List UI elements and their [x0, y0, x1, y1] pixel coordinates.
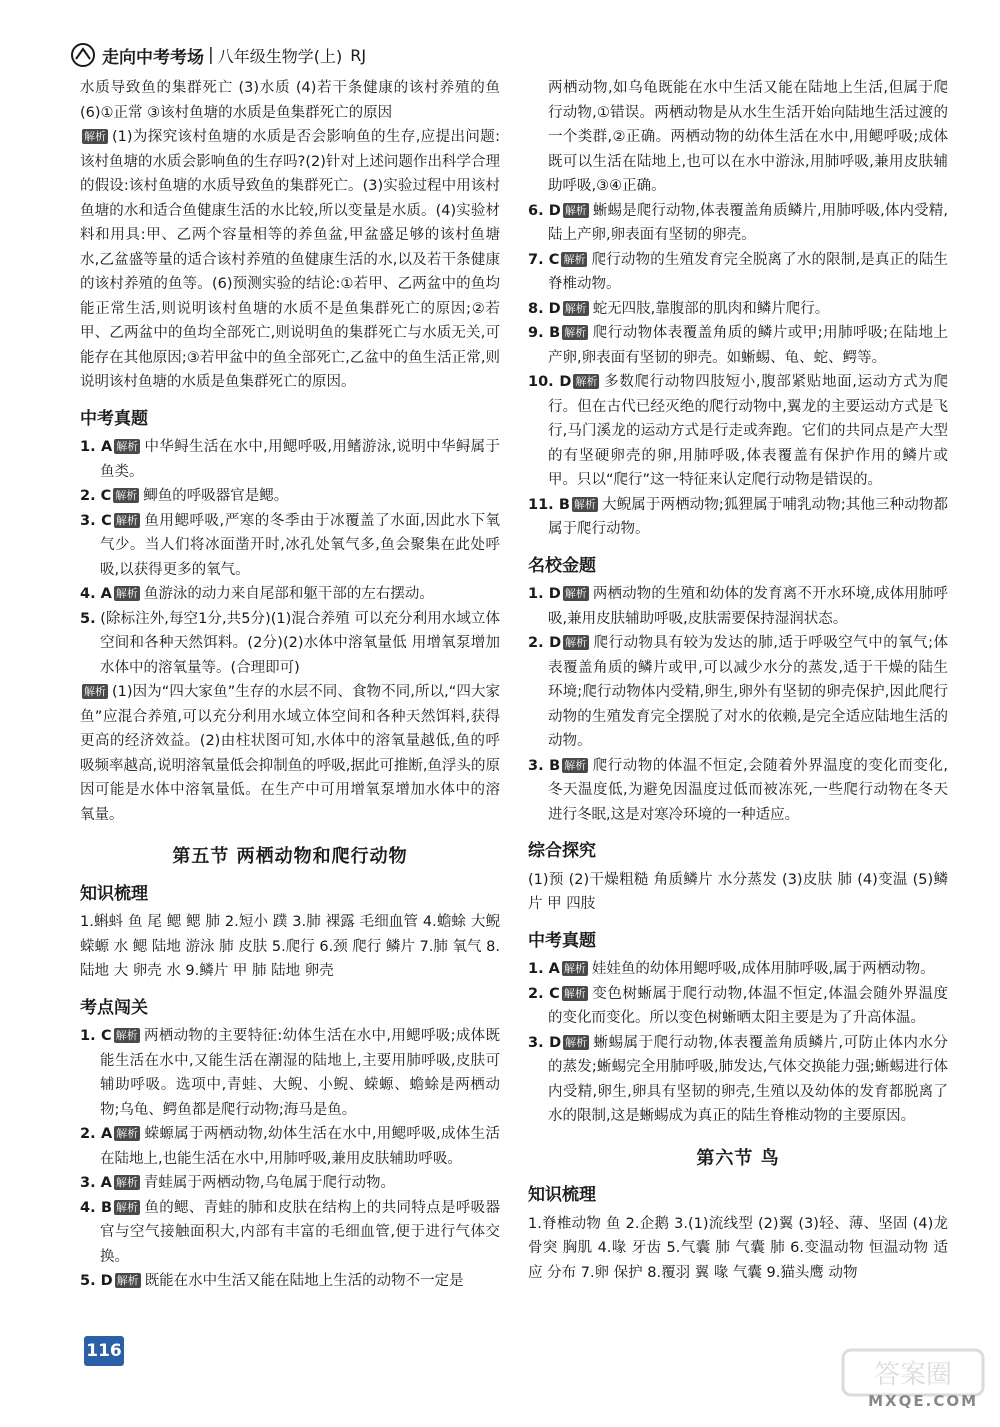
answer-number: 3. A: [80, 1175, 112, 1191]
analysis-tag: 解析: [115, 587, 138, 600]
analysis-tag: 解析: [563, 962, 586, 975]
answer-item: [80, 484, 500, 509]
book-title: 走向中考考场: [102, 47, 204, 68]
answer-text: 爬行动物的生殖发育完全脱离了水的限制,是真正的陆生脊椎动物。: [548, 251, 948, 292]
answer-text: 既能在水中生活又能在陆地上生活的动物不一定是: [144, 1273, 464, 1289]
answer-text: 蝾螈属于两栖动物,幼体生活在水中,用鳃呼吸,成体生活在陆地上,也能生活在水中,用肺呼吸,兼用皮肤辅助呼吸。: [100, 1126, 500, 1167]
answer-item: [80, 509, 500, 583]
answer-text: 蜥蜴是爬行动物,体表覆盖角质鳞片,用肺呼吸,体内受精,陆上产卵,卵表面有坚韧的卵壳。: [548, 202, 949, 243]
section-title-knowledge: 知识梳理: [80, 883, 148, 904]
answer-item: [80, 1196, 500, 1270]
chapter-title-6: 第六节 鸟: [696, 1147, 780, 1169]
answer-number: 2. D: [528, 635, 562, 651]
analysis-tag: 解析: [115, 489, 138, 502]
answer-text: 蛇无四肢,靠腹部的肌肉和鳞片爬行。: [592, 300, 830, 317]
answer-number: 3. D: [528, 1034, 562, 1051]
answer-text: (除标注外,每空1分,共5分)(1)混合养殖 可以充分利用水域立体空间和各种天然饵料。(2分)(2)水体中溶氧量低 用增氧泵增加水体中的溶氧量等。(合理即可): [100, 610, 500, 676]
section-title-knowledge-2: 知识梳理: [528, 1185, 596, 1205]
page-header: [70, 38, 366, 72]
right-column: [528, 76, 948, 1285]
answer-text: 中华鲟生活在水中,用鳃呼吸,用鳍游泳,说明中华鲟属于鱼类。: [100, 439, 500, 480]
answer-number: 1. A: [80, 439, 113, 455]
analysis-tag: 解析: [84, 685, 106, 698]
answer-number: 1. D: [528, 586, 561, 602]
answer-item: [80, 1122, 500, 1171]
answer-number: 5. D: [80, 1273, 113, 1289]
watermark-logo-text: 答案圈: [873, 1360, 953, 1390]
answer-number: 11. B: [528, 496, 570, 513]
answer-text: 两栖动物的生殖和幼体的发育离不开水环境,成体用肺呼吸,兼用皮肤辅助呼吸,皮肤需要保持湿润状态。: [548, 586, 949, 627]
analysis-tag: 解析: [116, 440, 139, 453]
answer-item: [528, 582, 948, 631]
zhongkao-analysis-text: (1)因为“四大家鱼”生存的水层不同、食物不同,所以,“四大家鱼”应混合养殖,可以充分利用水域立体空间和各种天然饵料,获得更高的经济效益。(2)由柱状图可知,水体中的溶氧量越低,鱼的呼吸频率越高,说明溶氧量低会抑制鱼的呼吸,据此可推断,鱼浮头的原因可能是水体中溶氧量低。在生产中可用增氧泵增加水体中的溶氧量。: [80, 684, 500, 823]
page-number: 116: [84, 1336, 124, 1366]
answer-item: [528, 1031, 948, 1129]
section-title-zhongkao-2: 中考真题: [528, 930, 596, 951]
left-column: [80, 76, 500, 1294]
answer-text: 爬行动物具有较为发达的肺,适于呼吸空气中的氧气;体表覆盖角质的鳞片或甲,可以减少水分的蒸发,适于干燥的陆生环境;爬行动物体内受精,卵生,卵外有坚韧的卵壳保护,因此爬行动物的生殖发育完全摆脱了对水的依赖,是完全适应陆地生活的动物。: [548, 635, 948, 749]
answer-number: 7. C: [528, 251, 560, 268]
answer-item: [80, 1024, 500, 1122]
answer-text: 鱼的鳃、青蛙的肺和皮肤在结构上的共同特点是呼吸器官与空气接触面积大,内部有丰富的毛细血管,便于进行气体交换。: [100, 1199, 500, 1265]
section-title-zhongkao: 中考真题: [80, 408, 148, 429]
answer-number: 2. C: [80, 488, 112, 504]
analysis-tag: 解析: [565, 636, 588, 649]
answer-item: [528, 248, 948, 297]
answer-number: 4. B: [80, 1199, 113, 1216]
answer-text: 爬行动物体表覆盖角质的鳞片或甲;用肺呼吸;在陆地上产卵,卵表面有坚韧的卵壳。如蜥蜴、龟、蛇、鳄等。: [548, 325, 948, 366]
answer-text: 青蛙属于两栖动物,乌龟属于爬行动物。: [143, 1175, 395, 1191]
answer-item: [528, 199, 948, 248]
analysis-tag: 解析: [564, 301, 587, 315]
analysis-tag: 解析: [563, 252, 586, 266]
analysis-tag: 解析: [564, 758, 587, 772]
answer-item: [80, 582, 500, 607]
answer-item: [528, 957, 948, 982]
answer-item: [80, 1269, 500, 1294]
analysis-tag: 解析: [116, 1127, 139, 1140]
analysis-tag: 解析: [565, 1035, 588, 1049]
intro-analysis: [80, 125, 500, 395]
answer-number: 6. D: [528, 202, 561, 219]
kaodian-list: [80, 1024, 500, 1294]
answer-text: 两栖动物的主要特征:幼体生活在水中,用鳃呼吸;成体既能生活在水中,又能生活在潮湿的陆地上,主要用肺呼吸,皮肤可辅助呼吸。选项中,青蛙、大鲵、小鲵、蝾螈、蟾蜍是两栖动物;乌龟、鳄鱼都是爬行动物;海马是鱼。: [100, 1028, 500, 1118]
section-title-mingxiao: 名校金题: [528, 555, 596, 576]
chapter-title-5: 第五节 两栖动物和爬行动物: [172, 846, 408, 867]
analysis-tag: 解析: [116, 1200, 139, 1214]
answer-item: [528, 982, 948, 1031]
kaodian-list-cont: [528, 199, 948, 542]
answer-number: 10. D: [528, 374, 572, 390]
answer-item: [80, 1171, 500, 1196]
analysis-tag: 解析: [563, 986, 586, 1000]
knowledge-text: 1.蝌蚪 鱼 尾 鳃 鳃 肺 2.短小 蹼 3.肺 裸露 毛细血管 4.蟾蜍 大鲵 蝾螈 水 鳃 陆地 游泳 肺 皮肤 5.爬行 6.颈 爬行 鳞片 7.肺 氧气 8.陆地 大 卵壳 水 9.鳞片 甲 肺 陆地 卵壳: [80, 914, 500, 979]
answer-text: 鱼用鳃呼吸,严寒的冬季由于冰覆盖了水面,因此水下氧气少。当人们将冰面凿开时,冰孔处氧气多,鱼会聚集在此处呼吸,以获得更多的氧气。: [100, 512, 500, 578]
analysis-tag: 解析: [575, 375, 598, 388]
analysis-tag: 解析: [564, 203, 587, 217]
brand-logo-icon: [70, 42, 96, 68]
answer-text: 变色树蜥属于爬行动物,体温不恒定,体温会随外界温度的变化而变化。所以变色树蜥晒太阳主要是为了升高体温。: [548, 985, 948, 1026]
analysis-tag: 解析: [115, 513, 138, 527]
zhongkao-list-2: [528, 957, 948, 1129]
analysis-tag: 解析: [564, 326, 587, 339]
book-subtitle: 八年级生物学(上): [217, 46, 343, 66]
edition-label: RJ: [350, 45, 367, 65]
header-separator: |: [208, 45, 214, 65]
analysis-tag: 解析: [573, 497, 596, 511]
answer-text: 鲫鱼的呼吸器官是鳃。: [143, 488, 289, 504]
answer-number: 3. C: [80, 512, 112, 529]
answer-text: 鱼游泳的动力来自尾部和躯干部的左右摆动。: [143, 586, 434, 602]
answer-text: 爬行动物的体温不恒定,会随着外界温度的变化而变化,冬天温度低,为避免因温度过低而被冻死,一些爬行动物在冬天进行冬眠,这是对寒冷环境的一种适应。: [548, 757, 949, 823]
answer-number: 2. A: [80, 1126, 113, 1142]
answer-text: 娃娃鱼的幼体用鳃呼吸,成体用肺呼吸,属于两栖动物。: [591, 961, 935, 977]
answer-number: 4. A: [80, 586, 112, 602]
answer-item: [528, 631, 948, 754]
intro-analysis-text: (1)为探究该村鱼塘的水质是否会影响鱼的生存,应提出问题:该村鱼塘的水质会影响鱼的生存吗?(2)针对上述问题作出科学合理的假设:该村鱼塘的水质导致鱼的集群死亡。(3)实验过程中用该村鱼塘的水和适合鱼健康生活的水比较,所以变量是水质。(4)实验材料和用具:甲、乙两个容量相等的养鱼盆,甲盆盛足够的该村鱼塘水,乙盆盛等量的适合该村养殖的鱼健康生活的水,以及若干条健康的该村养殖的鱼等。(6)预测实验的结论:①若甲、乙两盆中的鱼均能正常生活,则说明该村鱼塘的水质不是鱼集群死亡的原因;②若甲、乙两盆中的鱼均全部死亡,则说明鱼的集群死亡与水质无关,可能存在其他原因;③若甲盆中的鱼全部死亡,乙盆中的鱼生活正常,则说明该村鱼塘的水质是鱼集群死亡的原因。: [80, 129, 500, 390]
answer-item: [528, 754, 948, 828]
answer-item: [528, 321, 948, 370]
watermark-domain: MXQE.COM: [868, 1392, 978, 1410]
analysis-tag: 解析: [84, 130, 106, 143]
section-title-zonghe: 综合探究: [528, 841, 596, 861]
answer-item: [528, 297, 948, 322]
answer-number: 8. D: [528, 300, 561, 317]
answer-item: [528, 493, 948, 542]
answer-number: 3. B: [528, 757, 561, 774]
continued-text: 两栖动物,如乌龟既能在水中生活又能在陆地上生活,但属于爬行动物,①错误。两栖动物是从水生生活开始向陆地生活过渡的一个类群,②正确。两栖动物的幼体生活在水中,用鳃呼吸;成体既可以生活在陆地上,也可以在水中游泳,用肺呼吸,兼用皮肤辅助呼吸,③④正确。: [548, 80, 948, 194]
knowledge-text-2: 1.脊椎动物 鱼 2.企鹅 3.(1)流线型 (2)翼 (3)轻、薄、坚固 (4)龙骨突 胸肌 4.喙 牙齿 5.气囊 肺 气囊 肺 6.变温动物 恒温动物 适应 分布 7.卵 保护 8.覆羽 翼 喙 气囊 9.猫头鹰 动物: [528, 1215, 948, 1281]
zonghe-text: (1)预 (2)干燥粗糙 角质鳞片 水分蒸发 (3)皮肤 肺 (4)变温 (5)鳞片 甲 四肢: [528, 871, 948, 912]
answer-item: [528, 370, 948, 493]
answer-number: 1. A: [528, 961, 560, 977]
zhongkao-analysis: [80, 680, 500, 827]
mingxiao-list: [528, 582, 948, 827]
section-title-kaodian: 考点闯关: [80, 997, 148, 1018]
answer-number: 5.: [80, 610, 96, 627]
answer-text: 大鲵属于两栖动物;狐狸属于哺乳动物;其他三种动物都属于爬行动物。: [548, 496, 948, 537]
analysis-tag: 解析: [115, 1029, 138, 1042]
answer-item: [80, 607, 500, 681]
analysis-tag: 解析: [564, 587, 587, 600]
analysis-tag: 解析: [116, 1274, 139, 1287]
intro-answer: 水质导致鱼的集群死亡 (3)水质 (4)若干条健康的该村养殖的鱼 (6)①正常 ③该村鱼塘的水质是鱼集群死亡的原因: [80, 80, 500, 121]
zhongkao-list: [80, 435, 500, 680]
analysis-tag: 解析: [115, 1176, 138, 1189]
answer-number: 1. C: [80, 1028, 112, 1044]
answer-number: 2. C: [528, 985, 560, 1002]
answer-text: 多数爬行动物四肢短小,腹部紧贴地面,运动方式为爬行。但在古代已经灭绝的爬行动物中,翼龙的主要运动方式是飞行,马门溪龙的运动方式是行走或奔跑。它们的共同点是产大型的有坚硬卵壳的卵,用肺呼吸,体表覆盖有保护作用的鳞片或甲。只以“爬行”这一特征来认定爬行动物是错误的。: [548, 374, 948, 488]
answer-text: 蜥蜴属于爬行动物,体表覆盖角质鳞片,可防止体内水分的蒸发;蜥蜴完全用肺呼吸,肺发达,气体交换能力强;蜥蜴进行体内受精,卵生,卵具有坚韧的卵壳,生殖以及幼体的发育都脱离了水的限制,这是蜥蜴成为真正的陆生脊椎动物的主要原因。: [548, 1034, 948, 1124]
answer-item: [80, 435, 500, 484]
answer-number: 9. B: [528, 325, 561, 341]
